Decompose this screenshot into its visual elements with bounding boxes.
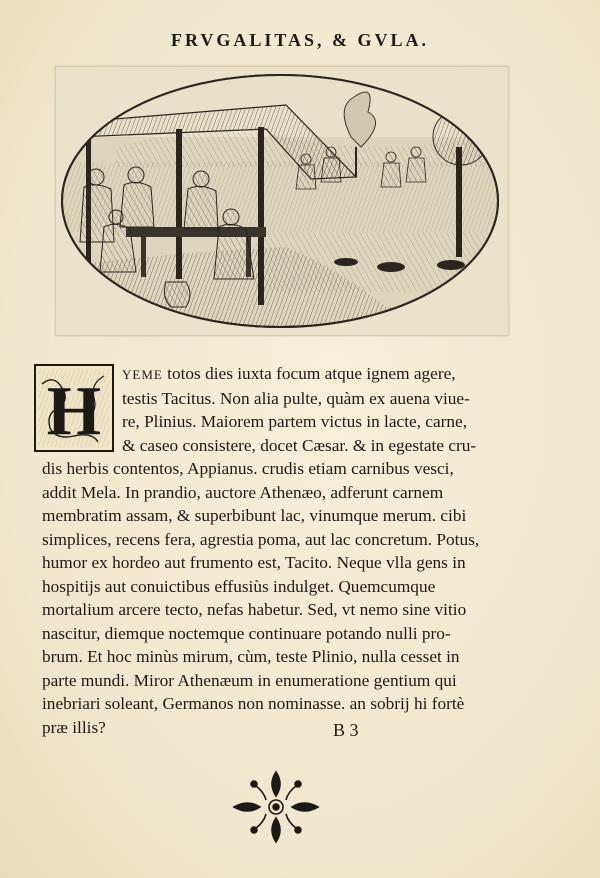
text-line: inebriari soleant, Germanos non nominasse. an sobrij hi fortè (42, 694, 465, 713)
body-text (42, 362, 542, 739)
running-head: FRVGALITAS, & GVLA. (170, 30, 430, 50)
text-line: dis herbis contentos, Appianus. crudis etiam carnibus vesci, (42, 459, 454, 478)
engraving-feast-scene (56, 67, 508, 335)
text-line: parte mundi. Miror Athenæum in enumeratione gentium qui (42, 670, 457, 690)
text-line: re, Plinius. Maiorem partem victus in lacte, carne, (122, 412, 468, 431)
initial-letter: H (46, 373, 102, 450)
signature-mark: B 3 (333, 720, 359, 740)
text-line: addit Mela. In prandio, auctore Athenæo, adferunt carnem (42, 482, 444, 502)
text-line: testis Tacitus. Non alia pulte, quàm ex auena viue- (122, 388, 470, 408)
engraving-plate (55, 66, 509, 336)
text-line: & caseo consistere, docet Cæsar. & in egestate cru- (122, 435, 477, 455)
text-line: humor ex hordeo aut frumento est, Tacito. Neque vlla gens in (42, 553, 466, 572)
floral-ornament (226, 766, 326, 853)
text-line: simplices, recens fera, agrestia poma, aut lac concretum. Potus, (42, 529, 480, 549)
first-word: YEME (122, 367, 163, 382)
text-line: YEME totos dies iuxta focum atque ignem agere, (122, 364, 456, 383)
text-line: hospitijs aut conuictibus effusiùs indulget. Quemcumque (42, 576, 436, 596)
text-line: membratim assam, & superbibunt lac, vinumque merum. cibi (42, 506, 467, 525)
text-line: mortalium arcere tecto, nefas habetur. Sed, vt nemo sine vitio (42, 600, 467, 619)
text-line: nascitur, diemque noctemque continuare potando nulli pro- (42, 623, 451, 643)
text-line: præ illis? (42, 717, 106, 737)
text-line: brum. Et hoc minùs mirum, cùm, teste Plinio, nulla cesset in (42, 647, 460, 666)
